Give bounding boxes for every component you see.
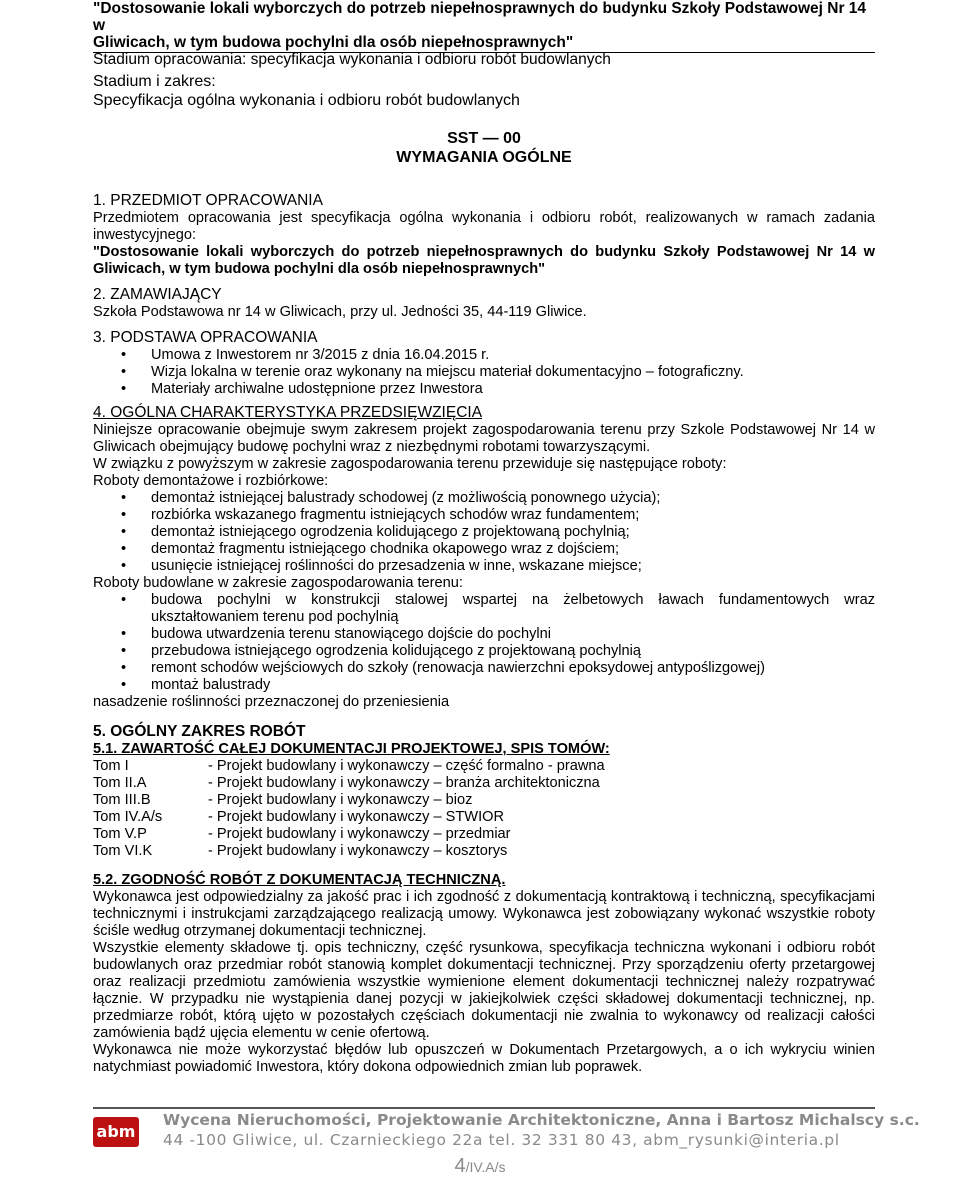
- section-4-heading: 4. OGÓLNA CHARAKTERYSTYKA PRZEDSIĘWZIĘCIA: [93, 404, 483, 421]
- section-5-2-p2-f: zamówienia bądź ujęcia elementu w cenie ofertową.: [93, 1025, 430, 1041]
- document-body: [93, 192, 875, 1076]
- tom-key: Tom I: [93, 758, 129, 774]
- section-5-2-p2-c: oraz realizacji przedmiotu zamówienia wszystkie wymienione element dokumentacji technicznej należy rozpatrywać: [93, 974, 875, 990]
- tom-key: Tom III.B: [93, 792, 151, 808]
- tom-value: - Projekt budowlany i wykonawczy – STWIOR: [208, 809, 505, 825]
- section-4-p1-a: Niniejsze opracowanie obejmuje swym zakresem projekt zagospodarowania terenu przy Szkole Podstawowej Nr 14 w: [93, 422, 875, 438]
- list-item: • budowa utwardzenia terenu stanowiącego dojście do pochylni: [93, 626, 875, 643]
- document-header: [93, 0, 875, 68]
- list-item: • demontaż fragmentu istniejącego chodnika okapowego wraz z dojściem;: [93, 541, 875, 558]
- section-1-heading: 1. PRZEDMIOT OPRACOWANIA: [93, 192, 323, 209]
- stadium-label: Stadium i zakres:: [93, 73, 216, 90]
- section-3-heading: 3. PODSTAWA OPRACOWANIA: [93, 329, 318, 346]
- footer-company-contact: 44 -100 Gliwice, ul. Czarnieckiego 22a tel. 32 331 80 43, abm_rysunki@interia.pl: [163, 1131, 840, 1149]
- section-2-text: Szkoła Podstawowa nr 14 w Gliwicach, przy ul. Jedności 35, 44-119 Gliwice.: [93, 304, 587, 320]
- section-4-p1-b: Gliwicach obejmujący budowę pochylni wraz z niezbędnymi robotami towarzyszącymi.: [93, 439, 651, 455]
- tom-value: - Projekt budowlany i wykonawczy – kosztorys: [208, 843, 508, 859]
- section-5-2-p3-b: natychmiast powiadomić Inwestora, który dokona odpowiednich zmian lub poprawek.: [93, 1059, 643, 1075]
- tom-value: - Projekt budowlany i wykonawczy – bioz: [208, 792, 473, 808]
- list-item: [93, 592, 875, 626]
- tom-row: [93, 775, 875, 792]
- section-4-build-list: [93, 592, 875, 694]
- header-stage: Stadium opracowania: specyfikacja wykonania i odbioru robót budowlanych: [93, 51, 611, 68]
- list-item: • remont schodów wejściowych do szkoły (renowacja nawierzchni epoksydowej antypoślizgowej): [93, 660, 875, 677]
- section-5-2-heading: 5.2. ZGODNOŚĆ ROBÓT Z DOKUMENTACJĄ TECHNICZNĄ.: [93, 872, 506, 888]
- tom-key: Tom II.A: [93, 775, 147, 791]
- tom-row: [93, 843, 875, 860]
- section-5-1-heading: 5.1. ZAWARTOŚĆ CAŁEJ DOKUMENTACJI PROJEKTOWEJ, SPIS TOMÓW:: [93, 741, 610, 757]
- list-item: • usunięcie istniejącej roślinności do przesadzenia w inne, wskazane miejsce;: [93, 558, 875, 575]
- list-item: • Umowa z Inwestorem nr 3/2015 z dnia 16.04.2015 r.: [93, 347, 875, 364]
- footer-company: [163, 1110, 920, 1150]
- tom-key: Tom VI.K: [93, 843, 153, 859]
- list-item: • demontaż istniejącego ogrodzenia kolidującego z projektowaną pochylnią;: [93, 524, 875, 541]
- section-5-2-p1-c: ściśle według otrzymanej dokumentacji technicznej.: [93, 923, 427, 939]
- section-5-2-p1-b: technicznymi i instrukcjami zarządzającego realizacją umowy. Wykonawca jest zobowiązany wykonać wszystkie roboty: [93, 906, 875, 922]
- tom-value: - Projekt budowlany i wykonawczy – część formalno - prawna: [208, 758, 605, 774]
- sst-code: SST — 00: [447, 130, 521, 147]
- tom-key: Tom V.P: [93, 826, 147, 842]
- section-5-2-p1-a: Wykonawca jest odpowiedzialny za jakość prac i ich zgodność z dokumentacją kontraktową i techniczną, specyfikacjami: [93, 889, 875, 905]
- section-5-2-p2-a: Wszystkie elementy składowe tj. opis techniczny, część rysunkowa, specyfikacja techniczna wykonani i odbioru robót: [93, 940, 875, 956]
- page-number: [0, 1155, 960, 1177]
- section-4-build-label: Roboty budowlane w zakresie zagospodarowania terenu:: [93, 575, 463, 591]
- footer-company-name: Wycena Nieruchomości, Projektowanie Architektoniczne, Anna i Bartosz Michalscy s.c.: [163, 1111, 920, 1129]
- section-5-heading: 5. OGÓLNY ZAKRES ROBÓT: [93, 723, 306, 740]
- page-number-suffix: /IV.A/s: [465, 1159, 506, 1175]
- section-1-title-a: "Dostosowanie lokali wyborczych do potrzeb niepełnosprawnych do budynku Szkoły Podstawowej Nr 14 w: [93, 244, 875, 260]
- section-4-p2: W związku z powyższym w zakresie zagospodarowania terenu przewiduje się następujące roboty:: [93, 456, 727, 472]
- header-title-line-1: "Dostosowanie lokali wyborczych do potrzeb niepełnosprawnych do budynku Szkoły Podstawowej Nr 14 w: [93, 0, 867, 34]
- section-4-demo-label: Roboty demontażowe i rozbiórkowe:: [93, 473, 329, 489]
- section-3-list: [93, 347, 875, 398]
- header-title-line-2: Gliwicach, w tym budowa pochylni dla osób niepełnosprawnych": [93, 34, 574, 51]
- company-logo: abm: [93, 1117, 139, 1147]
- tom-row: [93, 792, 875, 809]
- section-5-2-p2-b: budowlanych oraz przedmiar robót stanowią komplet dokumentacji technicznej. Przy sporządzeniu oferty przetargowej: [93, 957, 875, 973]
- list-item: • Wizja lokalna w terenie oraz wykonany na miejscu materiał dokumentacyjno – fotograficzny.: [93, 364, 875, 381]
- list-item: • demontaż istniejącej balustrady schodowej (z możliwością ponownego użycia);: [93, 490, 875, 507]
- section-5-2-p3-a: Wykonawca nie może wykorzystać błędów lub opuszczeń w Dokumentach Przetargowych, a o ich wykryciu winien: [93, 1042, 875, 1058]
- section-1-intro-a: Przedmiotem opracowania jest specyfikacja ogólna wykonania i odbioru robót, realizowanych w ramach zadania: [93, 210, 875, 226]
- list-item: • montaż balustrady: [93, 677, 875, 694]
- tom-value: - Projekt budowlany i wykonawczy – przedmiar: [208, 826, 511, 842]
- tom-key: Tom IV.A/s: [93, 809, 163, 825]
- list-item: • Materiały archiwalne udostępnione przez Inwestora: [93, 381, 875, 398]
- tom-list: [93, 758, 875, 860]
- footer-divider: [93, 1107, 875, 1109]
- sst-title: WYMAGANIA OGÓLNE: [396, 149, 572, 166]
- list-item-line: ukształtowaniem terenu pod pochylnią: [151, 609, 399, 625]
- tom-row: [93, 809, 875, 826]
- section-1-intro-b: inwestycyjnego:: [93, 227, 197, 243]
- section-4-demo-list: [93, 490, 875, 575]
- header-divider: [93, 52, 875, 53]
- section-2-heading: 2. ZAMAWIAJĄCY: [93, 286, 222, 303]
- tom-row: [93, 826, 875, 843]
- section-4-closing: nasadzenie roślinności przeznaczonej do przeniesienia: [93, 694, 450, 710]
- list-item: • przebudowa istniejącego ogrodzenia kolidującego z projektowaną pochylnią: [93, 643, 875, 660]
- list-item-line: • budowa pochylni w konstrukcji stalowej wspartej na żelbetowych ławach fundamentowych wraz: [151, 592, 875, 608]
- section-1-title-b: Gliwicach, w tym budowa pochylni dla osób niepełnosprawnych": [93, 261, 546, 277]
- tom-value: - Projekt budowlany i wykonawczy – branża architektoniczna: [208, 775, 600, 791]
- stadium-value: Specyfikacja ogólna wykonania i odbioru robót budowlanych: [93, 92, 520, 109]
- stadium-block: [93, 72, 520, 110]
- list-item: • rozbiórka wskazanego fragmentu istniejących schodów wraz fundamentem;: [93, 507, 875, 524]
- tom-row: [93, 758, 875, 775]
- page-number-value: 4: [454, 1155, 466, 1177]
- section-5-2-p2-d: łącznie. W przypadku nie wystąpienia danej pozycji w jakiejkolwiek części składowej dokumentacji technicznej, np.: [93, 991, 875, 1007]
- section-5-2-p2-e: przedmiarze robót, którą ujęto w pozostałych częściach dokumentacji nie zwalnia to wykonawcy od realizacji całości: [93, 1008, 875, 1024]
